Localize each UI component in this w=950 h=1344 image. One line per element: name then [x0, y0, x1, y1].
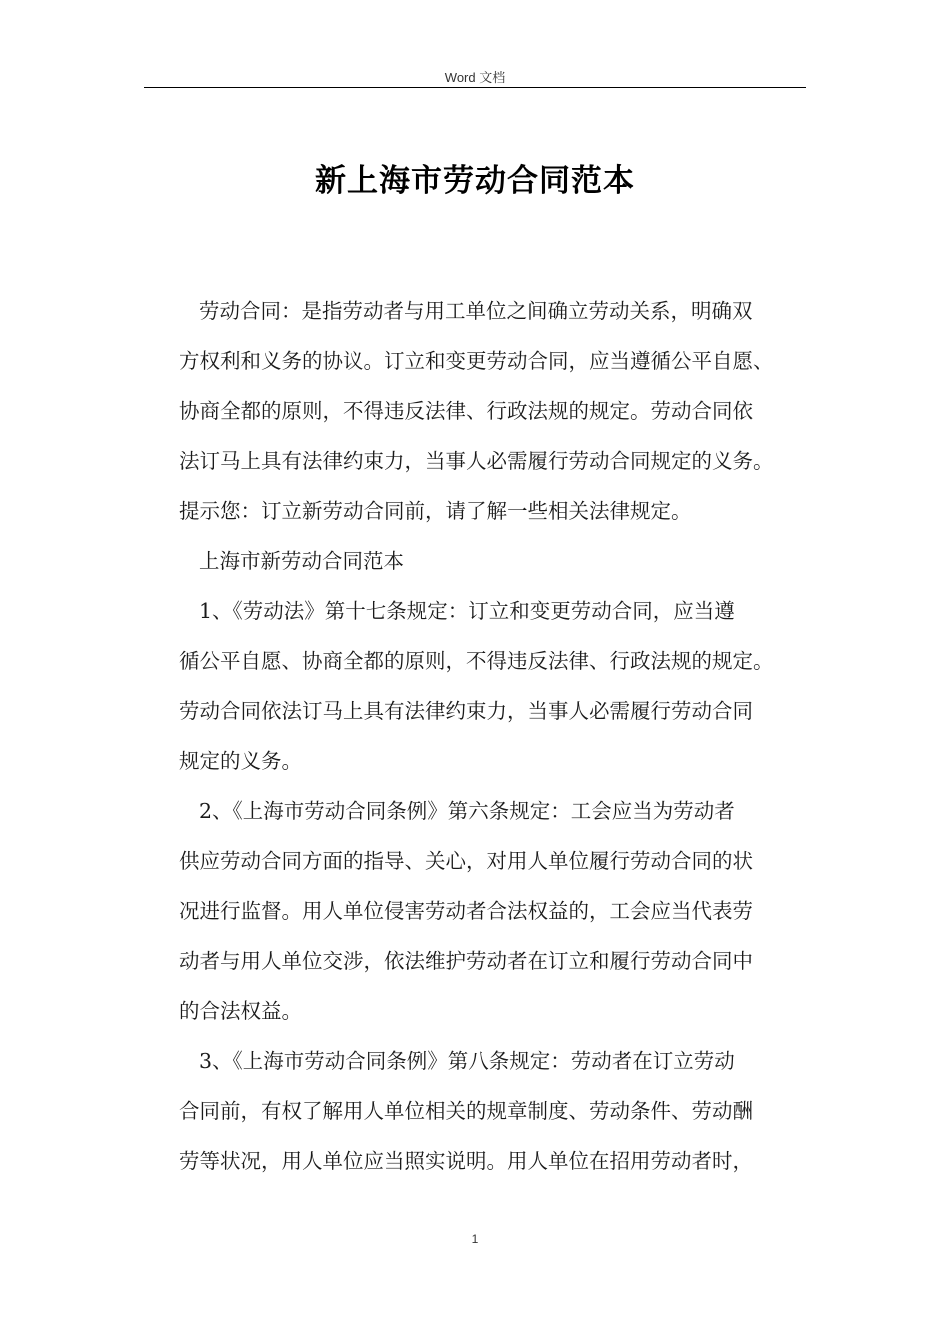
paragraph-line: 动者与用人单位交涉，依法维护劳动者在订立和履行劳动合同中: [179, 949, 753, 973]
paragraph-line: 1、《劳动法》第十七条规定：订立和变更劳动合同，应当遵: [199, 599, 735, 623]
paragraph-line: 2、《上海市劳动合同条例》第六条规定：工会应当为劳动者: [199, 799, 735, 823]
paragraph-line: 的合法权益。: [179, 999, 302, 1023]
section-heading: 上海市新劳动合同范本: [199, 549, 404, 573]
paragraph-line: 提示您：订立新劳动合同前，请了解一些相关法律规定。: [179, 499, 692, 523]
document-title: 新上海市劳动合同范本: [315, 163, 635, 199]
paragraph-line: 3、《上海市劳动合同条例》第八条规定：劳动者在订立劳动: [199, 1049, 735, 1073]
paragraph-line: 劳等状况，用人单位应当照实说明。用人单位在招用劳动者时，: [179, 1149, 753, 1173]
paragraph-line: 况进行监督。用人单位侵害劳动者合法权益的，工会应当代表劳: [179, 899, 753, 923]
paragraph-line: 法订马上具有法律约束力，当事人必需履行劳动合同规定的义务。: [179, 449, 774, 473]
paragraph-line: 合同前，有权了解用人单位相关的规章制度、劳动条件、劳动酬: [179, 1099, 753, 1123]
paragraph-line: 循公平自愿、协商全都的原则，不得违反法律、行政法规的规定。: [179, 649, 774, 673]
document-body: [179, 286, 815, 1186]
header-divider: [144, 87, 806, 88]
page-number: 1: [471, 1232, 479, 1246]
paragraph-line: 规定的义务。: [179, 749, 302, 773]
paragraph-line: 供应劳动合同方面的指导、关心，对用人单位履行劳动合同的状: [179, 849, 753, 873]
paragraph-line: 方权利和义务的协议。订立和变更劳动合同，应当遵循公平自愿、: [179, 349, 774, 373]
page-header: Word 文档: [444, 70, 506, 85]
paragraph-line: 劳动合同：是指劳动者与用工单位之间确立劳动关系，明确双: [199, 299, 753, 323]
paragraph-line: 协商全都的原则，不得违反法律、行政法规的规定。劳动合同依: [179, 399, 753, 423]
paragraph-line: 劳动合同依法订马上具有法律约束力，当事人必需履行劳动合同: [179, 699, 753, 723]
